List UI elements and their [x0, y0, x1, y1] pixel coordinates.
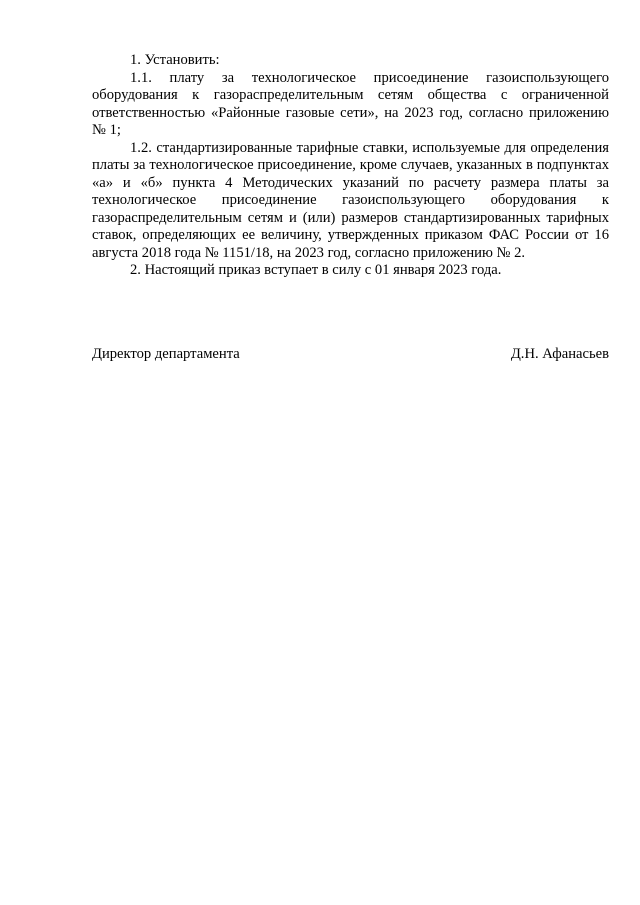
paragraph-1-2-tariff-rates: 1.2. стандартизированные тарифные ставки, используемые для определения платы за технологическое присоединение, кроме случаев, указанных в подпунктах «а» и «б» пункта 4 Методических указаний по расчету размера платы за технологическое присоединение газоиспользующего оборудования к газораспределительным сетям и (или) размеров стандартизированных тарифных ставок, определяющих ее величину, утвержденных приказом ФАС России от 16 августа 2018 года № 1151/18, на 2023 год, согласно приложению № 2.	[92, 139, 609, 261]
paragraph-1-1-connection-fee: 1.1. плату за технологическое присоединение газоиспользующего оборудования к газораспределительным сетям общества с ограниченной ответственностью «Районные газовые сети», на 2023 год, согласно приложению № 1;	[92, 69, 609, 138]
paragraph-establish: 1. Установить:	[130, 52, 220, 68]
order-text	[92, 52, 609, 280]
paragraph-effective-date: 2. Настоящий приказ вступает в силу с 01 января 2023 года.	[130, 262, 502, 278]
signatory-position: Директор департамента	[92, 346, 240, 362]
signatory-name: Д.Н. Афанасьев	[510, 346, 609, 362]
signature-block	[92, 346, 609, 364]
